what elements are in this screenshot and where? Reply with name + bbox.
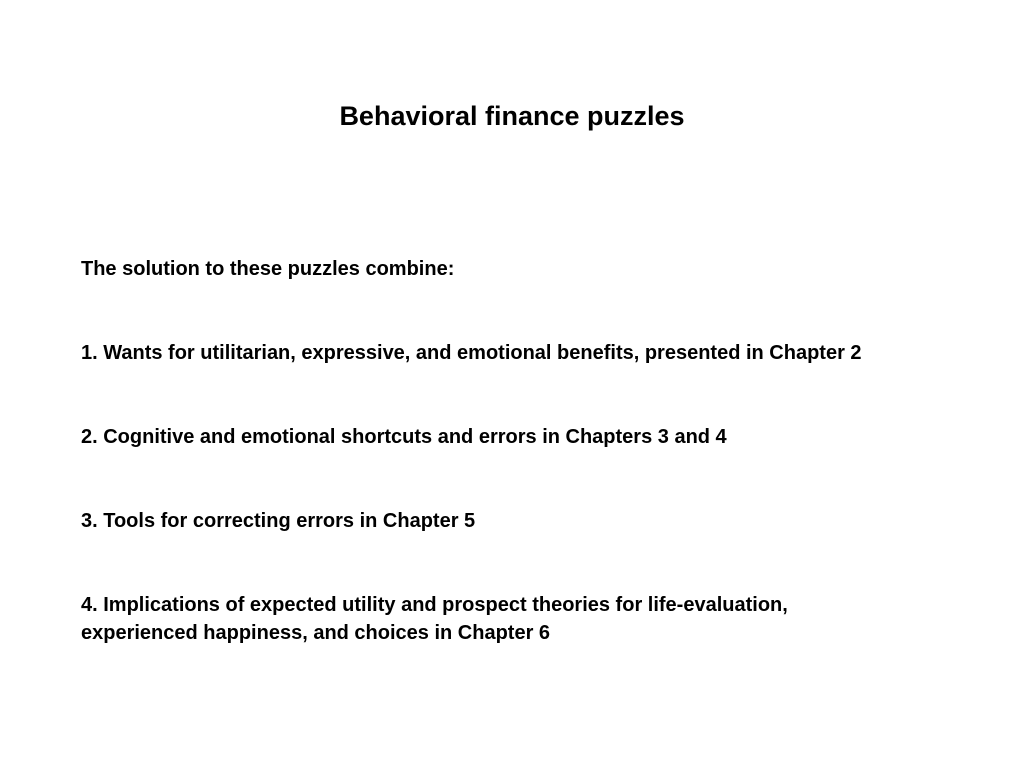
slide-body xyxy=(81,255,901,647)
intro-text: The solution to these puzzles combine: xyxy=(81,258,455,280)
point-item-2: 2. Cognitive and emotional shortcuts and errors in Chapters 3 and 4 xyxy=(81,426,727,448)
point-item-1: 1. Wants for utilitarian, expressive, and emotional benefits, presented in Chapter 2 xyxy=(81,342,862,364)
point-item-3: 3. Tools for correcting errors in Chapter 5 xyxy=(81,510,476,532)
point-list xyxy=(81,339,901,647)
point-item-4: 4. Implications of expected utility and prospect theories for life-evaluation, experienced happiness, and choices in Chapter 6 xyxy=(81,594,788,644)
slide-title: Behavioral finance puzzles xyxy=(339,101,685,131)
